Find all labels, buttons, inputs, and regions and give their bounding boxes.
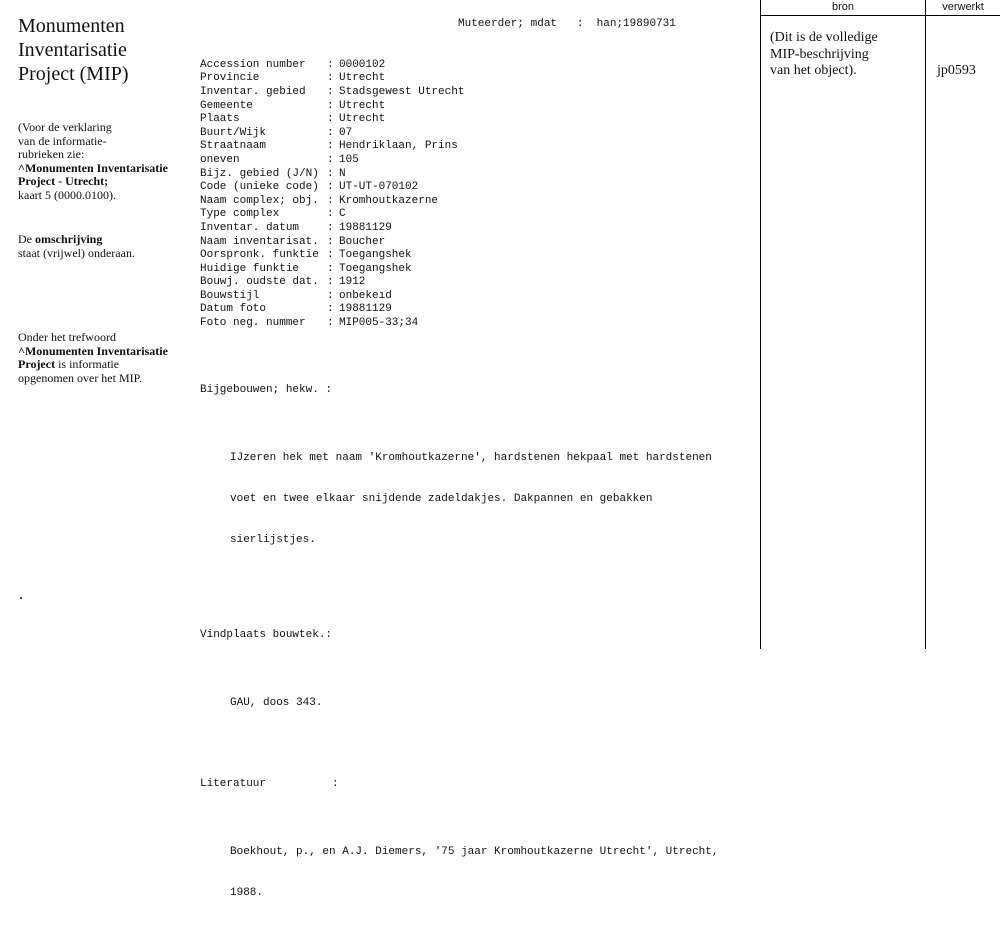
- literatuur-heading: Literatuur :: [200, 778, 339, 791]
- field-separator: :: [327, 58, 334, 71]
- field-separator: :: [327, 276, 334, 289]
- text-line: voet en twee elkaar snijdende zadeldakjes. Dakpannen en gebakken: [230, 493, 653, 506]
- description-note: [18, 233, 188, 260]
- field-value: 1912: [339, 276, 366, 289]
- text-line: IJzeren hek met naam 'Kromhoutkazerne', hardstenen hekpaal met hardstenen: [230, 452, 712, 465]
- note-link-line: [18, 175, 188, 189]
- record-field: [200, 317, 750, 331]
- mutation-value: han;19890731: [596, 18, 676, 30]
- field-label: Naam complex; obj.: [200, 194, 319, 207]
- field-label: Type complex: [200, 208, 280, 221]
- mutation-info: [458, 18, 676, 32]
- field-value: Boucher: [339, 235, 386, 248]
- mip-title-line: Monumenten: [18, 15, 125, 37]
- record-field: [200, 276, 750, 290]
- record-field: [200, 100, 750, 114]
- field-separator: :: [327, 140, 334, 153]
- keyword-note: [18, 331, 188, 385]
- field-value: 07: [339, 126, 353, 139]
- reference-link[interactable]: ^Monumenten Inventarisatie: [18, 343, 168, 358]
- field-separator: :: [327, 208, 334, 221]
- field-value: Toegangshek: [339, 249, 412, 262]
- bron-line: van het object).: [770, 63, 857, 78]
- field-value: Hendriklaan, Prins: [339, 140, 458, 153]
- note-line: opgenomen over het MIP.: [18, 370, 142, 385]
- field-label: Straatnaam: [200, 140, 267, 153]
- record-field: [200, 72, 750, 86]
- field-label: Oorspronk. funktie: [200, 249, 319, 262]
- verwerkt-header: verwerkt: [942, 1, 984, 13]
- note-line: kaart 5 (0000.0100).: [18, 187, 116, 202]
- field-separator: :: [327, 194, 334, 207]
- vindplaats-heading: Vindplaats bouwtek.:: [200, 628, 333, 641]
- record-field: [200, 208, 750, 222]
- field-value: Utrecht: [339, 72, 386, 85]
- record: [200, 18, 750, 941]
- record-field: [200, 59, 750, 73]
- record-field: [200, 168, 750, 182]
- field-value: UT-UT-070102: [339, 181, 419, 194]
- field-value: 0000102: [339, 58, 386, 71]
- field-separator: :: [327, 72, 334, 85]
- reference-link[interactable]: Project: [18, 357, 56, 371]
- field-separator: :: [327, 303, 334, 316]
- text-line: GAU, doos 343.: [230, 696, 323, 709]
- field-label: Bouwstijl: [200, 289, 260, 302]
- record-field: [200, 195, 750, 209]
- bijgebouwen-heading: Bijgebouwen; hekw. :: [200, 384, 333, 397]
- record-field: [200, 154, 750, 168]
- note-line: Onder het trefwoord: [18, 330, 116, 344]
- field-separator: :: [327, 235, 334, 248]
- field-separator: :: [327, 289, 334, 302]
- field-separator: :: [327, 153, 334, 166]
- field-separator: :: [327, 317, 334, 330]
- note-line: [18, 233, 188, 247]
- record-field: [200, 86, 750, 100]
- field-sep: :: [557, 18, 597, 30]
- field-separator: :: [327, 262, 334, 275]
- note-link-line: [18, 345, 188, 359]
- record-field: [200, 249, 750, 263]
- field-separator: :: [327, 85, 334, 98]
- mip-title-line: Project (MIP): [18, 63, 129, 85]
- bijgebouwen-text: [200, 425, 750, 575]
- bron-line: (Dit is de volledige: [770, 30, 878, 45]
- note-line: [18, 358, 188, 372]
- right-panel-border: [760, 0, 761, 649]
- note-text: is informatie: [55, 357, 120, 371]
- reference-link[interactable]: Project - Utrecht;: [18, 174, 109, 188]
- note-line: van de informatie-: [18, 133, 107, 148]
- literatuur-text: [200, 819, 750, 928]
- field-label: Plaats: [200, 113, 240, 126]
- field-label: Buurt/Wijk: [200, 126, 267, 139]
- field-label: Datum foto: [200, 303, 267, 316]
- field-separator: :: [327, 249, 334, 262]
- record-field: [200, 113, 750, 127]
- reference-link[interactable]: ^Monumenten Inventarisatie: [18, 160, 168, 175]
- field-value: Toegangshek: [339, 262, 412, 275]
- note-link-line: [18, 162, 188, 176]
- record-field: [200, 127, 750, 141]
- vindplaats-text: [200, 669, 750, 737]
- record-field: [200, 181, 750, 195]
- field-label: Bouwj. oudste dat.: [200, 276, 319, 289]
- record-field: [200, 290, 750, 304]
- field-label: Accession number: [200, 58, 306, 71]
- text-line: 1988.: [230, 886, 264, 899]
- field-value: Stadsgewest Utrecht: [339, 85, 465, 98]
- field-label: oneven: [200, 153, 240, 166]
- record-field: [200, 222, 750, 236]
- field-value: N: [339, 167, 346, 180]
- field-separator: :: [327, 99, 334, 112]
- text-line: sierlijstjes.: [230, 533, 316, 546]
- field-value: 105: [339, 153, 359, 166]
- field-label: Naam inventarisat.: [200, 235, 319, 248]
- record-fields: [200, 59, 750, 331]
- mutation-label: Muteerder; mdat: [458, 18, 558, 30]
- field-value: Utrecht: [339, 113, 386, 126]
- text-line: Boekhout, p., en A.J. Diemers, '75 jaar Kromhoutkazerne Utrecht', Utrecht,: [230, 846, 719, 859]
- record-field: [200, 140, 750, 154]
- bron-line: MIP-beschrijving: [770, 46, 869, 62]
- field-separator: :: [327, 113, 334, 126]
- field-value: Kromhoutkazerne: [339, 194, 439, 207]
- field-label: Huidige funktie: [200, 262, 300, 275]
- field-label: Bijz. gebied (J/N): [200, 167, 319, 180]
- field-separator: :: [327, 167, 334, 180]
- record-field: [200, 236, 750, 250]
- bron-text: [770, 30, 920, 80]
- verwerkt-value: jp0593: [937, 63, 976, 78]
- note-line: rubrieken zie:: [18, 147, 85, 161]
- field-label: Code (unieke code): [200, 181, 319, 194]
- field-label: Inventar. datum: [200, 221, 300, 234]
- field-separator: :: [327, 126, 334, 139]
- field-value: Utrecht: [339, 99, 386, 112]
- field-label: Inventar. gebied: [200, 85, 306, 98]
- explanation-note: [18, 121, 188, 202]
- note-line: (Voor de verklaring: [18, 120, 112, 134]
- field-value: onbekeıd: [339, 289, 392, 302]
- mip-title-line: Inventarisatie: [18, 39, 127, 61]
- record-field: [200, 263, 750, 277]
- record-field: [200, 303, 750, 317]
- bron-header: bron: [831, 1, 855, 13]
- field-label: Provincie: [200, 72, 260, 85]
- column-divider: [925, 0, 926, 649]
- header-rule: [760, 15, 1000, 16]
- field-label: Foto neg. nummer: [200, 317, 306, 330]
- note-line: staat (vrijwel) onderaan.: [18, 245, 135, 260]
- field-value: MIP005-33;34: [339, 317, 419, 330]
- note-text: De: [18, 232, 35, 246]
- field-value: 19881129: [339, 303, 392, 316]
- scan-speck: [20, 597, 22, 599]
- mip-title: [18, 14, 188, 86]
- field-value: 19881129: [339, 221, 392, 234]
- field-label: Gemeente: [200, 99, 253, 112]
- field-separator: :: [327, 181, 334, 194]
- note-bold: omschrijving: [35, 232, 103, 246]
- field-value: C: [339, 208, 346, 221]
- field-separator: :: [327, 221, 334, 234]
